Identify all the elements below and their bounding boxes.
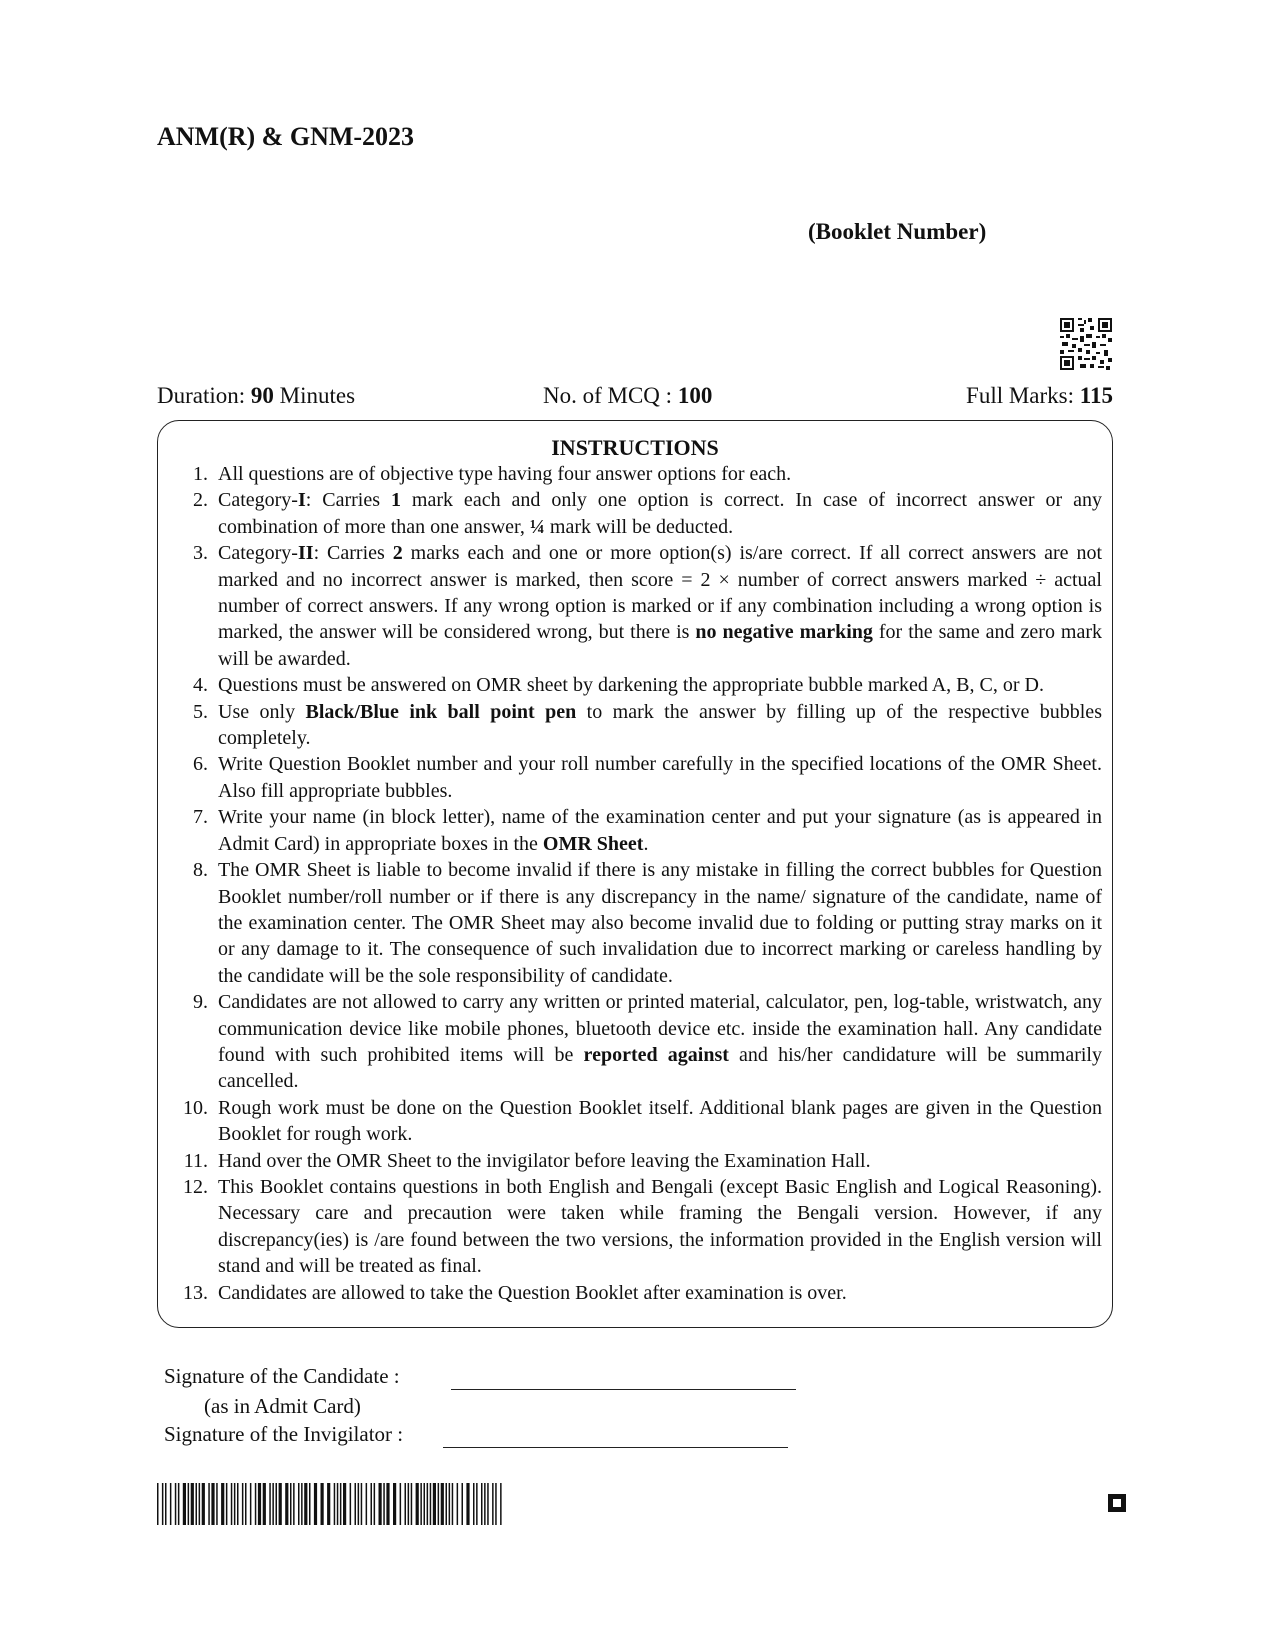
instruction-number: 4.	[193, 674, 208, 697]
instruction-fragment: for the same and zero mark will be awarded.	[218, 621, 1103, 670]
barcode-bar	[340, 1483, 342, 1525]
instruction-item	[166, 461, 1106, 487]
instruction-fragment: Write your name (in block letter), name of the examination center and put your signature (as is appeared in Admit Card) in appropriate boxes in the	[218, 806, 1102, 855]
instruction-item	[166, 1174, 1106, 1280]
instruction-item	[166, 1148, 1106, 1174]
barcode-bar	[473, 1483, 475, 1525]
instruction-fragment: and his/her candidature will be summarily cancelled.	[218, 1043, 1102, 1093]
instructions-heading: INSTRUCTIONS	[551, 435, 719, 460]
instruction-emphasis: no negative marking	[695, 621, 873, 644]
instruction-fragment: .	[643, 832, 649, 855]
instruction-emphasis: OMR Sheet	[542, 832, 644, 855]
instruction-emphasis: 2	[392, 542, 403, 565]
instruction-fragment: Rough work must be done on the Question Booklet itself. Additional blank pages are given in the Question Booklet for rough work.	[218, 1096, 1102, 1146]
instruction-text	[218, 1148, 1106, 1174]
instruction-fragment: Category-	[218, 489, 298, 512]
barcode-bar	[383, 1483, 385, 1525]
barcode-bar	[374, 1483, 376, 1525]
barcode-bar	[298, 1483, 300, 1525]
barcode-bar	[162, 1483, 164, 1525]
barcode-bar	[234, 1483, 236, 1525]
barcode-bar	[314, 1483, 317, 1525]
instruction-text	[218, 672, 1106, 698]
barcode-bar	[285, 1483, 288, 1525]
barcode-bar	[366, 1483, 368, 1525]
instruction-item	[166, 857, 1106, 989]
barcode-bar	[379, 1483, 382, 1525]
instruction-emphasis: 1	[390, 489, 401, 512]
instruction-fragment: Hand over the OMR Sheet to the invigilator before leaving the Examination Hall.	[218, 1149, 871, 1172]
instruction-text	[218, 540, 1106, 672]
instruction-text	[218, 461, 1106, 487]
invigilator-signature-label: Signature of the Invigilator :	[164, 1422, 404, 1446]
candidate-signature-note: (as in Admit Card)	[204, 1394, 361, 1418]
instruction-emphasis: Black/Blue ink ball point pen	[305, 700, 577, 723]
barcode-bar	[386, 1483, 389, 1525]
barcode-bar	[327, 1483, 330, 1525]
barcode-bar	[301, 1483, 303, 1525]
barcode-bar	[272, 1483, 274, 1525]
barcode-bar	[165, 1483, 167, 1525]
instruction-number: 13.	[183, 1281, 208, 1304]
barcode-bar	[255, 1483, 256, 1525]
candidate-signature-label: Signature of the Candidate :	[164, 1364, 400, 1388]
barcode-bar	[276, 1483, 278, 1525]
barcode-bar	[199, 1483, 201, 1525]
barcode-bar	[355, 1483, 357, 1525]
barcode-bar	[309, 1483, 311, 1525]
mcq-value: 100	[677, 383, 713, 408]
mcq-count-info	[543, 383, 712, 409]
barcode-bar	[371, 1483, 373, 1525]
instruction-number: 9.	[193, 991, 208, 1014]
instruction-text	[218, 857, 1106, 989]
barcode-bar	[405, 1483, 407, 1525]
mcq-prefix: No. of MCQ :	[543, 383, 678, 408]
instruction-number: 12.	[183, 1175, 208, 1198]
instruction-text	[218, 487, 1106, 540]
instruction-item	[166, 1095, 1106, 1148]
instruction-text	[218, 699, 1106, 752]
barcode-bar	[221, 1483, 224, 1525]
barcode-bar	[420, 1483, 422, 1525]
marks-prefix: Full Marks:	[966, 383, 1080, 408]
instruction-emphasis: ¼	[529, 515, 545, 538]
barcode-bar	[358, 1483, 360, 1525]
instruction-number: 1.	[193, 463, 208, 485]
instructions-box	[157, 420, 1113, 1328]
barcode-bar	[457, 1483, 459, 1525]
barcode-bar	[237, 1483, 239, 1525]
barcode-icon	[157, 1483, 507, 1525]
instruction-number: 5.	[193, 700, 208, 723]
instruction-item	[166, 989, 1106, 1095]
duration-prefix: Duration:	[157, 383, 251, 408]
barcode-bar	[462, 1483, 464, 1525]
instruction-fragment: Write Question Booklet number and your roll number carefully in the specified locations of the OMR Sheet. Also fill appropriate bubbles.	[218, 753, 1102, 802]
booklet-number-label: (Booklet Number)	[808, 219, 987, 244]
barcode-bar	[321, 1483, 324, 1525]
barcode-bar	[216, 1483, 218, 1525]
barcode-bar	[466, 1483, 469, 1525]
duration-value: 90	[250, 383, 274, 408]
full-marks-info	[966, 383, 1113, 409]
barcode-bar	[258, 1483, 261, 1525]
barcode-bar	[337, 1483, 339, 1525]
instruction-number: 3.	[193, 542, 208, 565]
barcode-bar	[196, 1483, 198, 1525]
instruction-fragment: : Carries	[313, 542, 393, 565]
barcode-bar	[438, 1483, 440, 1525]
instruction-text	[218, 1280, 1106, 1306]
instruction-fragment: mark will be deducted.	[544, 515, 734, 538]
instruction-item	[166, 487, 1106, 540]
instruction-item	[166, 672, 1106, 698]
barcode-bar	[416, 1483, 419, 1525]
instruction-item	[166, 804, 1106, 857]
instruction-fragment: to mark the answer by filling up of the respective bubbles completely.	[218, 700, 1102, 750]
barcode-bar	[492, 1483, 494, 1525]
instruction-fragment: All questions are of objective type having four answer options for each.	[218, 463, 792, 485]
marks-value: 115	[1079, 383, 1113, 408]
instruction-fragment: marks each and one or more option(s) is/are correct. If all correct answers are not marked and no incorrect answer is marked, then score = 2 × number of correct answers marked ÷ actual number of correct answers. If any wrong option is marked or if any combination including a wrong option is marked, the answer will be considered wrong, but there is	[218, 542, 1103, 644]
instruction-number: 8.	[193, 859, 208, 882]
barcode-bar	[408, 1483, 410, 1525]
barcode-bar	[343, 1483, 346, 1525]
instruction-fragment: Use only	[218, 700, 306, 723]
barcode-bar	[183, 1483, 186, 1525]
barcode-bar	[350, 1483, 352, 1525]
instruction-fragment: Questions must be answered on OMR sheet by darkening the appropriate bubble marked A, B, C, or D.	[218, 674, 1044, 697]
instruction-number: 6.	[193, 753, 208, 776]
barcode-bar	[263, 1483, 266, 1525]
exam-title: ANM(R) & GNM-2023	[157, 122, 415, 151]
barcode-bar	[484, 1483, 486, 1525]
candidate-signature-line[interactable]	[451, 1389, 796, 1390]
qr-code-icon	[1060, 318, 1112, 370]
barcode-bar	[487, 1483, 489, 1525]
barcode-bar	[191, 1483, 194, 1525]
barcode-bar	[411, 1483, 413, 1525]
instructions-list	[166, 461, 1106, 1306]
instruction-emphasis: II	[297, 542, 314, 565]
barcode-bar	[178, 1483, 180, 1525]
instruction-text	[218, 989, 1106, 1095]
barcode-bar	[290, 1483, 292, 1525]
invigilator-signature-line[interactable]	[443, 1447, 788, 1448]
barcode-bar	[393, 1483, 396, 1525]
instruction-text	[218, 751, 1106, 804]
barcode-bar	[476, 1483, 478, 1525]
instruction-fragment: : Carries	[305, 489, 391, 512]
barcode-bar	[424, 1483, 426, 1525]
instruction-number: 11.	[183, 1149, 208, 1172]
instruction-item	[166, 1280, 1106, 1306]
instruction-fragment: Category-	[218, 542, 298, 565]
barcode-bar	[242, 1483, 244, 1525]
barcode-bar	[157, 1483, 159, 1525]
duration-suffix: Minutes	[273, 383, 356, 408]
barcode-bar	[427, 1483, 429, 1525]
barcode-bar	[452, 1483, 454, 1525]
barcode-bar	[481, 1483, 483, 1525]
instruction-fragment: Candidates are allowed to take the Question Booklet after examination is over.	[218, 1281, 847, 1304]
instruction-number: 2.	[193, 489, 208, 512]
instruction-fragment: The OMR Sheet is liable to become invalid if there is any mistake in filling the correct bubbles for Question Booklet number/roll number or if there is any discrepancy in the name/ signature of the candidate, name of the examination center. The OMR Sheet may also become invalid due to folding or putting stray marks on it or any damage to it. The consequence of such invalidation due to incorrect marking or careless handling by the candidate will be the sole responsibility of candidate.	[218, 859, 1102, 987]
barcode-bar	[293, 1483, 295, 1525]
barcode-bar	[304, 1483, 307, 1525]
barcode-bar	[400, 1483, 402, 1525]
barcode-bar	[433, 1483, 436, 1525]
barcode-bar	[208, 1483, 210, 1525]
barcode-bar	[495, 1483, 497, 1525]
barcode-bar	[231, 1483, 233, 1525]
instruction-number: 10.	[183, 1096, 208, 1119]
instruction-text	[218, 1095, 1106, 1148]
barcode-bar	[446, 1483, 448, 1525]
barcode-bar	[250, 1483, 252, 1525]
instruction-item	[166, 540, 1106, 672]
duration-info	[157, 383, 355, 409]
barcode-bar	[449, 1483, 451, 1525]
barcode-bar	[245, 1483, 247, 1525]
barcode-bar	[170, 1483, 172, 1525]
instruction-text	[218, 804, 1106, 857]
barcode-bar	[279, 1483, 282, 1525]
instruction-fragment: This Booklet contains questions in both English and Bengali (except Basic English and Logical Reasoning). Necessary care and precaution were taken while framing the Bengali version. However, if any discrepancy(ies) is /are found between the two versions, the information provided in the English version will stand and will be treated as final.	[218, 1175, 1102, 1278]
barcode-bar	[430, 1483, 432, 1525]
instruction-item	[166, 699, 1106, 752]
barcode-bar	[226, 1483, 228, 1525]
instruction-item	[166, 751, 1106, 804]
barcode-bar	[441, 1483, 444, 1525]
barcode-bar	[175, 1483, 177, 1525]
instruction-text	[218, 1174, 1106, 1280]
barcode-bar	[188, 1483, 190, 1525]
instruction-number: 7.	[193, 806, 208, 829]
barcode-bar	[361, 1483, 363, 1525]
instruction-fragment: Candidates are not allowed to carry any written or printed material, calculator, pen, log-table, wristwatch, any communication device like mobile phones, bluetooth device etc. inside the examination hall. Any candidate found with such prohibited items will be	[218, 991, 1102, 1066]
barcode-bar	[211, 1483, 214, 1525]
barcode-bar	[334, 1483, 336, 1525]
instruction-fragment: mark each and only one option is correct. In case of incorrect answer or any combination of more than one answer,	[218, 489, 1102, 538]
square-marker-icon	[1108, 1494, 1126, 1512]
instruction-emphasis: I	[297, 489, 306, 512]
barcode-bar	[202, 1483, 205, 1525]
instruction-emphasis: reported against	[583, 1043, 729, 1066]
barcode-bar	[500, 1483, 502, 1525]
barcode-bar	[269, 1483, 271, 1525]
